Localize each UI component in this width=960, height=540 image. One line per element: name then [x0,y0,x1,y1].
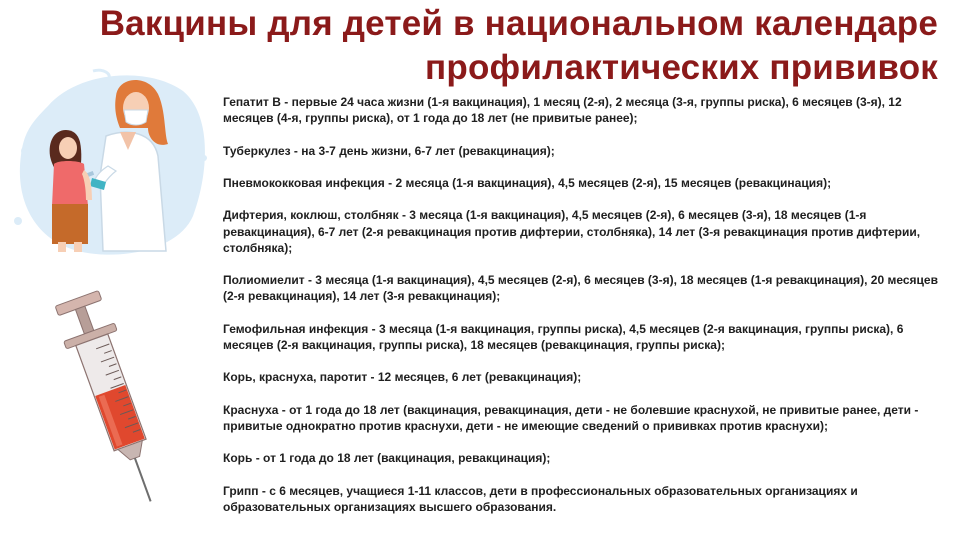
syringe-illustration [48,286,178,511]
entry-hepatitis-b: Гепатит В - первые 24 часа жизни (1-я вакцинация), 1 месяц (2-я), 2 месяца (3-я, группы риска), 6 месяцев (3-я), 12 месяцев (4-я, группы риска), от 1 года до 18 лет (не привитые ранее); [223,95,902,126]
entry-polio: Полиомиелит - 3 месяца (1-я вакцинация), 4,5 месяцев (2-я), 6 месяцев (3-я), 18 месяцев (1-я ревакцинация), 20 месяцев (2-я ревакцинация), 14 лет (3-я ревакцинация); [223,273,938,304]
page-title-line-2: профилактических прививок [425,48,938,87]
entry-influenza: Грипп - с 6 месяцев, учащиеся 1-11 классов, дети в профессиональных образовательных организациях и образовательных организациях высшего образования. [223,483,858,514]
vaccine-schedule-list [223,94,951,531]
entry-rubella: Краснуха - от 1 года до 18 лет (вакцинация, ревакцинация, дети - не болевшие краснухой, не привитые ранее, дети - привитые однократно против краснухи, дети - не имеющие сведений о прививках против краснухи); [223,402,919,433]
entry-pneumococcal: Пневмококковая инфекция - 2 месяца (1-я вакцинация), 4,5 месяцев (2-я), 15 месяцев (ревакцинация); [223,175,832,190]
entry-measles-rubella-mumps: Корь, краснуха, паротит - 12 месяцев, 6 лет (ревакцинация); [223,370,582,385]
entry-tuberculosis: Туберкулез - на 3-7 день жизни, 6-7 лет (ревакцинация); [223,143,555,158]
entry-haemophilus: Гемофильная инфекция - 3 месяца (1-я вакцинация, группы риска), 4,5 месяцев (2-я вакцинация, группы риска), 6 месяцев (2-я вакцинация, группы риска), 18 месяцев (ревакцинация, группы риска); [223,321,904,352]
doctor-vaccinating-child-illustration [8,66,218,266]
page-title-line-1: Вакцины для детей в национальном календаре [99,4,938,43]
entry-measles: Корь - от 1 года до 18 лет (вакцинация, ревакцинация); [223,451,551,466]
entry-diphtheria-pertussis-tetanus: Дифтерия, коклюш, столбняк - 3 месяца (1-я вакцинация), 4,5 месяцев (2-я), 6 месяцев (3-я), 18 месяцев (1-я ревакцинация), 6-7 лет (2-я ревакцинация против дифтерии, столбняка), 14 лет (3-я ревакцинация против дифтерии, столбняка); [223,208,921,255]
